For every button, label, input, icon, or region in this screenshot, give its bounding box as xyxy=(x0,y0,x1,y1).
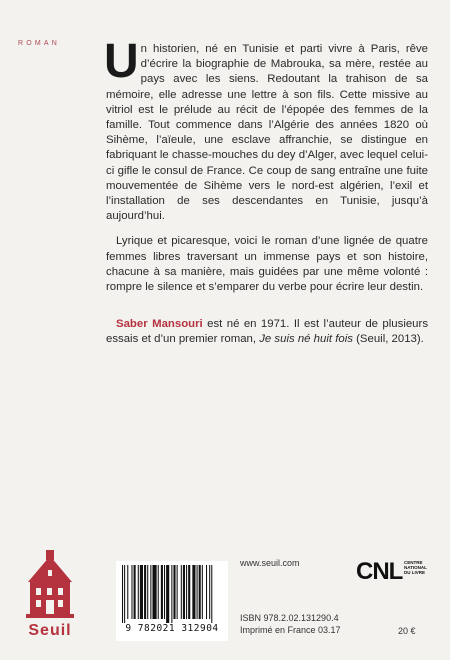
printed-in: Imprimé en France 03.17 xyxy=(240,625,341,635)
publisher-url: www.seuil.com xyxy=(240,558,300,568)
price: 20 € xyxy=(398,626,416,636)
barcode-bars xyxy=(120,565,224,623)
isbn: ISBN 978.2.02.131290.4 xyxy=(240,613,339,623)
barcode xyxy=(116,561,228,641)
author-name: Saber Mansouri xyxy=(116,318,203,331)
cnl-logo: CNL xyxy=(356,558,403,585)
back-cover-blurb xyxy=(104,35,429,358)
publisher-name: Seuil xyxy=(28,622,72,639)
blurb-paragraph-1 xyxy=(104,35,428,224)
previous-book-title: Je suis né huit fois xyxy=(259,333,353,346)
author-bio-end: (Seuil, 2013). xyxy=(352,333,424,346)
author-bio xyxy=(106,317,428,347)
blurb-text-1: n historien, né en Tunisie et parti vivre à Paris, rêve d’écrire la biographie de Mabrouka, sa mère, restée au pays avec les siens. Redoutant la trahison de sa mémoire, elle adresse une lettre à son fils. Cette missive au vitriol est le prélude au récit de l’épopée des femmes de la famille. Tout commence dans l’Algérie des années 1820 où Sihème, l’aïeule, une esclave affranchie, se distingue en fabriquant le chasse-mouches du dey d’Alger, avec lequel celui-ci gifle le consul de France. Ce coup de sang entraîne une fuite mouvementée de Sihème vers le nord-est algérien, l’exil et l’installation de ses descendantes en Tunisie, jusqu’à aujourd’hui. xyxy=(106,43,428,223)
genre-label: ROMAN xyxy=(18,40,61,47)
cnl-subtitle: CENTRE NATIONAL DU LIVRE xyxy=(404,560,427,576)
blurb-paragraph-2: Lyrique et picaresque, voici le roman d’une lignée de quatre femmes libres traversant un immense pays et son histoire, chacune à sa manière, mais guidées par une même volonté : rompre le silence et s’emparer du verbe pour écrire leur destin. xyxy=(106,235,428,294)
author-bio-text: est né en 1971. Il est l’auteur de plusieurs essais et d’un premier roman, xyxy=(106,318,429,346)
drop-cap: U xyxy=(104,35,139,88)
barcode-digits: 9 782021 312904 xyxy=(125,623,219,634)
